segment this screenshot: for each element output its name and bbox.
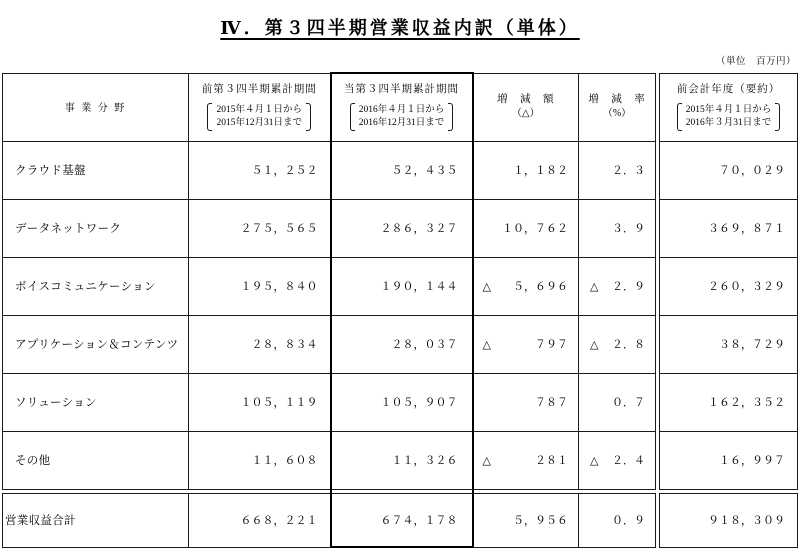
curr-q3-cell: １９０，１４４ <box>331 257 473 315</box>
date-range-bracket <box>677 103 781 131</box>
date-range-bracket <box>350 103 454 131</box>
date-range-to: 2015年12月31日まで <box>216 118 302 128</box>
date-range-to: 2016年12月31日まで <box>358 118 445 129</box>
change-rate-value: ２．４ <box>612 455 645 467</box>
total-row <box>3 493 798 547</box>
prev-q3-cell: ６６８，２２１ <box>189 493 331 547</box>
total-label: 営業収益合計 <box>3 493 189 547</box>
date-range-to: 2016年３月31日まで <box>685 118 772 128</box>
prev-q3-cell: １９５，８４０ <box>189 257 331 315</box>
segment-cell: クラウド基盤 <box>3 141 189 199</box>
prev-fy-cell: １６，９９７ <box>660 431 798 489</box>
change-rate-value: ３．９ <box>612 223 645 235</box>
header-prev-q3 <box>189 73 331 141</box>
segment-cell: ボイスコミュニケーション <box>3 257 189 315</box>
change-rate-value: ０．９ <box>612 515 645 527</box>
header-segment-label: 事 業 分 野 <box>64 103 127 114</box>
change-amount-value: ５，６９６ <box>513 281 568 293</box>
curr-q3-cell: １０５，９０７ <box>331 373 473 431</box>
change-amount-cell <box>473 199 579 257</box>
change-amount-value: ７８７ <box>535 397 568 409</box>
curr-q3-cell: ２８，０３７ <box>331 315 473 373</box>
segment-cell: アプリケーション＆コンテンツ <box>3 315 189 373</box>
revenue-breakdown-table <box>2 72 798 548</box>
curr-q3-cell: ６７４，１７８ <box>331 493 473 547</box>
decrease-mark: △ <box>590 338 599 351</box>
decrease-mark: △ <box>482 280 491 293</box>
table-row <box>3 431 798 489</box>
prev-q3-cell: １０５，１１９ <box>189 373 331 431</box>
change-amount-value: １，１８２ <box>513 165 568 177</box>
decrease-mark: △ <box>590 454 599 467</box>
page-title: Ⅳ．第３四半期営業収益内訳（単体） <box>220 18 580 38</box>
header-prev-q3-title: 前第３四半期累計期間 <box>201 84 317 95</box>
prev-fy-cell: １６２，３５２ <box>660 373 798 431</box>
prev-q3-cell: ５１，２５２ <box>189 141 331 199</box>
change-amount-value: １０，７６２ <box>502 223 568 235</box>
table-row <box>3 315 798 373</box>
prev-fy-cell: ９１８，３０９ <box>660 493 798 547</box>
change-rate-cell <box>579 373 656 431</box>
header-change-rate-note: （%） <box>602 108 632 119</box>
table-row <box>3 141 798 199</box>
change-amount-value: ５，９５６ <box>513 515 568 527</box>
segment-cell: ソリューション <box>3 373 189 431</box>
curr-q3-cell: ２８６，３２７ <box>331 199 473 257</box>
header-change-rate-title: 増 減 率 <box>588 94 646 105</box>
decrease-mark: △ <box>590 280 599 293</box>
change-rate-value: ０．７ <box>612 397 645 409</box>
prev-fy-cell: ２６０，３２９ <box>660 257 798 315</box>
date-range-bracket <box>207 103 311 131</box>
decrease-mark: △ <box>482 338 491 351</box>
change-rate-cell <box>579 431 656 489</box>
prev-fy-cell: ３６９，８７１ <box>660 199 798 257</box>
change-rate-cell <box>579 315 656 373</box>
change-amount-cell <box>473 373 579 431</box>
date-range-from: 2015年４月１日から <box>685 105 772 115</box>
date-range-from: 2015年４月１日から <box>216 105 302 115</box>
prev-q3-cell: １１，６０８ <box>189 431 331 489</box>
change-amount-cell <box>473 315 579 373</box>
header-prev-fy <box>660 73 798 141</box>
prev-q3-cell: ２７５，５６５ <box>189 199 331 257</box>
change-rate-cell <box>579 141 656 199</box>
unit-note: （単位 百万円） <box>715 57 796 67</box>
change-rate-cell <box>579 199 656 257</box>
header-prev-fy-title: 前会計年度（要約） <box>676 84 781 95</box>
change-amount-cell <box>473 493 579 547</box>
curr-q3-cell: １１，３２６ <box>331 431 473 489</box>
table-row <box>3 199 798 257</box>
change-rate-value: ２．９ <box>612 281 645 293</box>
table-row <box>3 373 798 431</box>
header-curr-q3 <box>331 73 473 141</box>
change-amount-cell <box>473 141 579 199</box>
change-rate-cell <box>579 257 656 315</box>
header-change-amount-title: 増 減 額 <box>497 94 555 105</box>
table-row <box>3 257 798 315</box>
change-amount-value: ７９７ <box>535 339 568 351</box>
segment-cell: データネットワーク <box>3 199 189 257</box>
header-change-amount <box>473 73 579 141</box>
decrease-mark: △ <box>482 454 491 467</box>
header-change-rate <box>579 73 656 141</box>
change-amount-value: ２８１ <box>535 455 568 467</box>
prev-fy-cell: ７０，０２９ <box>660 141 798 199</box>
curr-q3-cell: ５２，４３５ <box>331 141 473 199</box>
header-change-amount-note: （△） <box>511 108 540 119</box>
prev-q3-cell: ２８，８３４ <box>189 315 331 373</box>
header-curr-q3-title: 当第３四半期累計期間 <box>344 84 459 96</box>
change-rate-value: ２．３ <box>612 165 645 177</box>
change-amount-cell <box>473 431 579 489</box>
change-rate-cell <box>579 493 656 547</box>
segment-cell: その他 <box>3 431 189 489</box>
change-rate-value: ２．８ <box>612 339 645 351</box>
header-segment <box>3 73 189 141</box>
change-amount-cell <box>473 257 579 315</box>
date-range-from: 2016年４月１日から <box>358 105 445 116</box>
prev-fy-cell: ３８，７２９ <box>660 315 798 373</box>
header-row <box>3 73 798 141</box>
